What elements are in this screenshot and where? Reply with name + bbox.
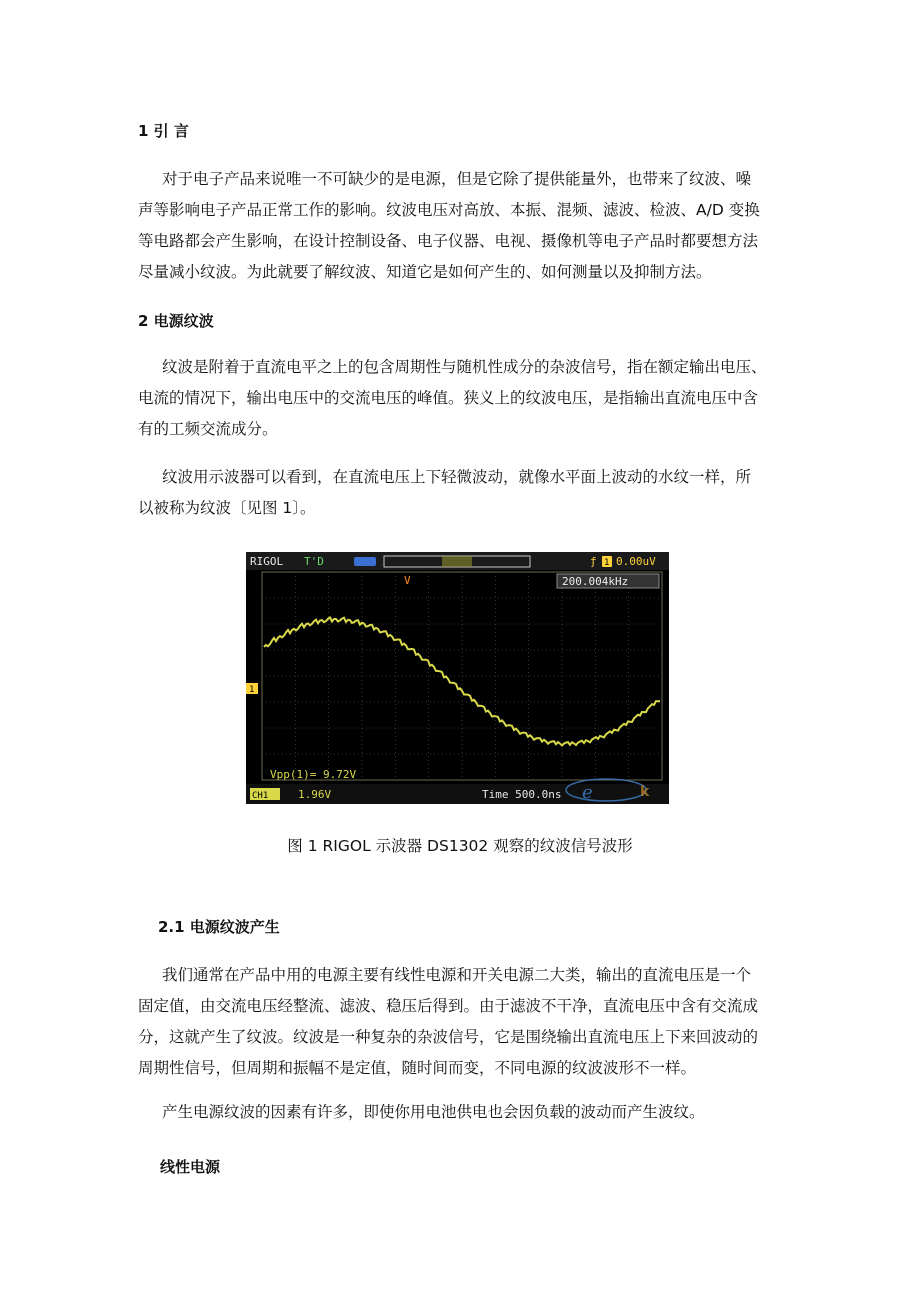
text-line: 电流的情况下，输出电压中的交流电压的峰值。狭义上的纹波电压，是指输出直流电压中含 [138,389,759,407]
trigger-position-marker: V [404,574,411,587]
paragraph-ripple-definition [138,352,788,445]
heading-introduction: 1 引 言 [138,122,189,140]
channel-label: CH1 [252,791,269,801]
trigger-level: 0.00uV [616,555,656,568]
text-line: 我们通常在产品中用的电源主要有线性电源和开关电源二大类，输出的直流电压是一个 [162,966,752,984]
svg-text:e: e [582,782,593,803]
volts-per-div: 1.96V [298,788,332,801]
text-line: 固定值，由交流电压经整流、滤波、稳压后得到。由于滤波不干净，直流电压中含有交流成 [138,997,759,1015]
text-line: 等电路都会产生影响，在设计控制设备、电子仪器、电视、摄像机等电子产品时都要想方法 [138,232,759,250]
timebase-readout: Time 500.0ns [482,788,562,801]
heading-ripple-generation: 2.1 电源纹波产生 [158,918,280,936]
oscilloscope-screen [246,552,669,804]
text-line: 以被称为纹波〔见图 1〕。 [138,499,316,517]
text-line: 纹波用示波器可以看到，在直流电压上下轻微波动，就像水平面上波动的水纹一样，所 [162,468,752,486]
text-line: 产生电源纹波的因素有许多，即使你用电池供电也会因负载的波动而产生波纹。 [162,1103,705,1121]
battery-icon [354,557,376,566]
text-line: 对于电子产品来说唯一不可缺少的是电源，但是它除了提供能量外，也带来了纹波、噪 [162,170,752,188]
paragraph-ripple-observation [138,462,788,524]
text-line: 分，这就产生了纹波。纹波是一种复杂的杂波信号，它是围绕输出直流电压上下来回波动的 [138,1028,759,1046]
scope-brand: RIGOL [250,555,284,568]
text-line: 纹波是附着于直流电平之上的包含周期性与随机性成分的杂波信号，指在额定输出电压、 [162,358,767,376]
heading-power-ripple: 2 电源纹波 [138,312,214,330]
text-line: 有的工频交流成分。 [138,420,278,438]
text-line: 尽量减小纹波。为此就要了解纹波、知道它是如何产生的、如何测量以及抑制方法。 [138,263,712,281]
oscilloscope-figure [246,552,669,804]
frequency-readout: 200.004kHz [562,575,629,588]
text-line: 声等影响电子产品正常工作的影响。纹波电压对高放、本振、混频、滤波、检波、A/D 变换 [138,201,760,219]
scope-mode: T'D [304,555,324,568]
figure-caption: 图 1 RIGOL 示波器 DS1302 观察的纹波信号波形 [287,837,633,855]
paragraph-ripple-causes [138,1097,788,1128]
paragraph-introduction [138,164,788,288]
paragraph-ripple-generation [138,960,788,1084]
text-line: 周期性信号，但周期和振幅不是定值，随时间而变，不同电源的纹波波形不一样。 [138,1059,697,1077]
trigger-channel-icon: 1 [604,558,610,568]
vpp-measurement: Vpp(1)= 9.72V [270,768,357,781]
svg-text:k: k [640,784,650,800]
trigger-edge-icon: ƒ [590,555,597,568]
heading-linear-power: 线性电源 [160,1158,221,1176]
channel-marker: 1 [249,685,255,695]
